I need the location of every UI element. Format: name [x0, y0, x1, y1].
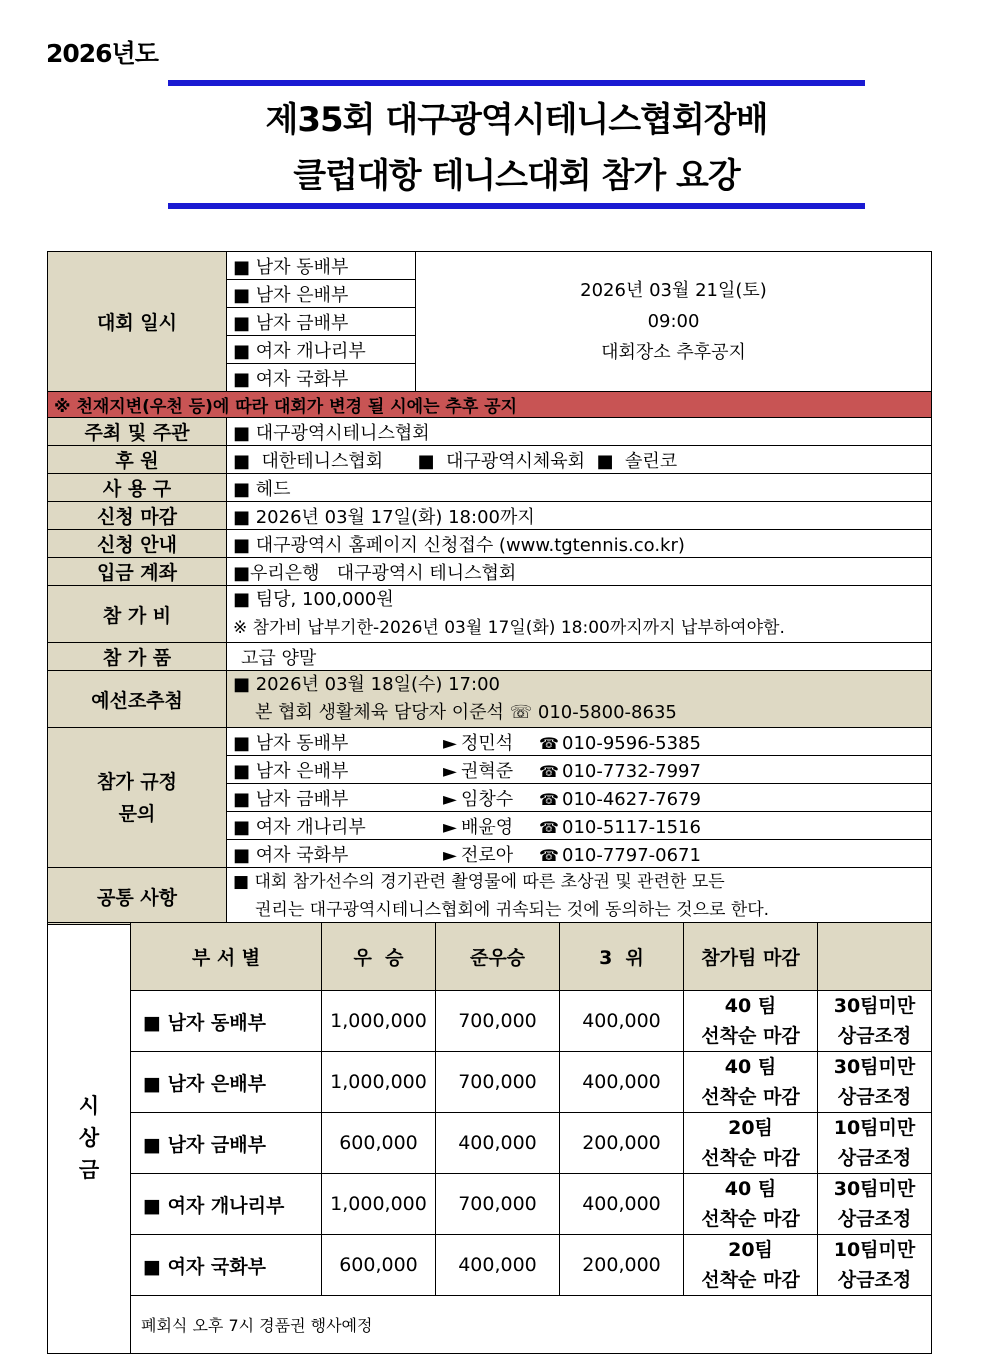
header-third: 3 위: [560, 923, 684, 991]
contact-row: [227, 812, 932, 840]
header-division: 부 서 별: [131, 923, 322, 991]
contact-name: 권혁준: [461, 760, 514, 782]
phone-icon: ☎: [539, 789, 559, 809]
fee-deadline-note: ※ 참가비 납부기한-2026년 03월 17일(화) 18:00까지까지 납부하여야함.: [233, 618, 785, 638]
apply-label: 신청 안내: [48, 530, 227, 558]
header-note: [818, 923, 932, 991]
prize-third: 200,000: [560, 1113, 684, 1174]
prize-note: [818, 1235, 932, 1296]
header-first: 우 승: [322, 923, 436, 991]
event-venue: 대회장소 추후공지: [601, 342, 746, 363]
division-item: ■ 남자 동배부: [227, 252, 416, 280]
prize-row: [48, 1113, 932, 1174]
prize-division: ■ 남자 은배부: [131, 1052, 322, 1113]
common-line-1: ■ 대회 참가선수의 경기관련 촬영물에 따른 초상권 및 관련한 모든: [233, 872, 725, 892]
arrow-icon: ►: [443, 844, 457, 866]
phone-icon: ☎: [539, 761, 559, 781]
contact-name: 배윤영: [461, 816, 514, 838]
contact-phone: 010-4627-7679: [562, 788, 701, 810]
deadline-value: ■ 2026년 03월 17일(화) 18:00까지: [227, 502, 932, 530]
contact-row: [227, 840, 932, 868]
contact-name: 정민석: [461, 732, 514, 754]
draw-datetime: ■ 2026년 03월 18일(수) 17:00: [233, 674, 500, 695]
contact-division: ■ 여자 개나리부: [233, 816, 366, 838]
prize-note: [818, 1113, 932, 1174]
prize-team-limit: [684, 1235, 818, 1296]
team-count: 20팀: [728, 1117, 773, 1139]
note-min: 10팀미만: [833, 1239, 916, 1261]
arrow-icon: ►: [443, 788, 457, 810]
title-line-1: 제35회 대구광역시테니스협회장배: [265, 100, 768, 140]
prize-division: ■ 여자 개나리부: [131, 1174, 322, 1235]
note-adjust: 상금조정: [837, 1025, 912, 1047]
deadline-label: 신청 마감: [48, 502, 227, 530]
prize-third: 400,000: [560, 1174, 684, 1235]
fee-amount: ■ 팀당, 100,000원: [233, 589, 394, 610]
title-top-rule: [168, 80, 865, 86]
note-adjust: 상금조정: [837, 1086, 912, 1108]
prize-team-limit: [684, 1174, 818, 1235]
team-count: 40 팀: [724, 1178, 777, 1200]
event-time: 09:00: [647, 311, 700, 332]
arrow-icon: ►: [443, 816, 457, 838]
common-label: 공통 사항: [48, 868, 227, 925]
title-line-2: 클럽대항 테니스대회 참가 요강: [293, 156, 740, 196]
prize-second: 700,000: [436, 991, 560, 1052]
team-first-come: 선착순 마감: [701, 1269, 800, 1291]
prize-note: [818, 1174, 932, 1235]
team-count: 20팀: [728, 1239, 773, 1261]
fee-cell: [227, 586, 932, 643]
prize-third: 200,000: [560, 1235, 684, 1296]
weather-notice: ※ 천재지변(우천 등)에 따라 대회가 변경 될 시에는 추후 공지: [48, 392, 932, 418]
note-min: 30팀미만: [833, 1056, 916, 1078]
prize-row: [48, 1174, 932, 1235]
draw-contact: 본 협회 생활체육 담당자 이준석 ☏ 010-5800-8635: [255, 702, 677, 723]
division-item: ■ 남자 금배부: [227, 308, 416, 336]
prize-division: ■ 남자 금배부: [131, 1113, 322, 1174]
info-table: [47, 251, 932, 925]
phone-icon: ☎: [539, 845, 559, 865]
header-team-limit: 참가팀 마감: [684, 923, 818, 991]
team-first-come: 선착순 마감: [701, 1025, 800, 1047]
prize-row: [48, 1052, 932, 1113]
arrow-icon: ►: [443, 760, 457, 782]
contact-row: [227, 756, 932, 784]
prize-first: 1,000,000: [322, 991, 436, 1052]
division-item: ■ 남자 은배부: [227, 280, 416, 308]
prize-third: 400,000: [560, 991, 684, 1052]
division-item: ■ 여자 개나리부: [227, 336, 416, 364]
team-first-come: 선착순 마감: [701, 1147, 800, 1169]
contact-division: ■ 남자 동배부: [233, 732, 349, 754]
contact-division: ■ 남자 은배부: [233, 760, 349, 782]
account-value: ■우리은행 대구광역시 테니스협회: [227, 558, 932, 586]
host-label: 주최 및 주관: [48, 418, 227, 446]
title-bottom-rule: [168, 203, 865, 209]
contact-division: ■ 남자 금배부: [233, 788, 349, 810]
note-min: 30팀미만: [833, 995, 916, 1017]
contact-name: 전로아: [461, 844, 514, 866]
contact-phone: 010-7732-7997: [562, 760, 701, 782]
note-adjust: 상금조정: [837, 1208, 912, 1230]
prize-row: [48, 1235, 932, 1296]
prize-side-char: 금: [78, 1158, 100, 1182]
contact-label-line2: 문의: [118, 802, 156, 825]
prize-side-char: 시: [78, 1094, 100, 1118]
prize-division: ■ 남자 동배부: [131, 991, 322, 1052]
common-line-2: 권리는 대구광역시테니스협회에 귀속되는 것에 동의하는 것으로 한다.: [255, 900, 770, 920]
contact-name: 임창수: [461, 788, 514, 810]
prize-side-char: 상: [78, 1126, 100, 1150]
team-count: 40 팀: [724, 995, 777, 1017]
contact-phone: 010-9596-5385: [562, 732, 701, 754]
ball-label: 사 용 구: [48, 474, 227, 502]
gift-value: 고급 양말: [227, 643, 932, 671]
prize-footer-note: 폐회식 오후 7시 경품권 행사예정: [131, 1296, 932, 1354]
host-value: ■ 대구광역시테니스협회: [227, 418, 932, 446]
header-second: 준우승: [436, 923, 560, 991]
contact-row: [227, 784, 932, 812]
contact-label-line1: 참가 규정: [96, 770, 178, 793]
contact-phone: 010-5117-1516: [562, 816, 701, 838]
team-first-come: 선착순 마감: [701, 1208, 800, 1230]
account-label: 입금 계좌: [48, 558, 227, 586]
prize-third: 400,000: [560, 1052, 684, 1113]
phone-icon: ☎: [539, 817, 559, 837]
date-label: 대회 일시: [48, 252, 227, 392]
year-label: 2026년도: [46, 39, 158, 68]
sponsor-label: 후 원: [48, 446, 227, 474]
note-adjust: 상금조정: [837, 1147, 912, 1169]
note-min: 30팀미만: [833, 1178, 916, 1200]
prize-second: 700,000: [436, 1052, 560, 1113]
common-cell: [227, 868, 932, 925]
prize-note: [818, 1052, 932, 1113]
prize-side-label: [48, 923, 131, 1354]
gift-label: 참 가 품: [48, 643, 227, 671]
prize-first: 1,000,000: [322, 1052, 436, 1113]
team-first-come: 선착순 마감: [701, 1086, 800, 1108]
sponsor-value: ■ 대한테니스협회 ■ 대구광역시체육회 ■ 솔린코: [227, 446, 932, 474]
arrow-icon: ►: [443, 732, 457, 754]
event-date: 2026년 03월 21일(토): [580, 280, 767, 301]
contact-division: ■ 여자 국화부: [233, 844, 349, 866]
prize-team-limit: [684, 1052, 818, 1113]
prize-team-limit: [684, 1113, 818, 1174]
contact-row: [227, 728, 932, 756]
prize-table: [47, 922, 932, 1354]
draw-label: 예선조추첨: [48, 671, 227, 728]
prize-second: 700,000: [436, 1174, 560, 1235]
phone-icon: ☎: [539, 733, 559, 753]
fee-label: 참 가 비: [48, 586, 227, 643]
prize-note: [818, 991, 932, 1052]
prize-second: 400,000: [436, 1235, 560, 1296]
division-item: ■ 여자 국화부: [227, 364, 416, 392]
team-count: 40 팀: [724, 1056, 777, 1078]
note-min: 10팀미만: [833, 1117, 916, 1139]
apply-value: ■ 대구광역시 홈페이지 신청접수 (www.tgtennis.co.kr): [227, 530, 932, 558]
ball-value: ■ 헤드: [227, 474, 932, 502]
prize-second: 400,000: [436, 1113, 560, 1174]
prize-first: 600,000: [322, 1235, 436, 1296]
prize-division: ■ 여자 국화부: [131, 1235, 322, 1296]
date-cell: [416, 252, 932, 392]
contact-phone: 010-7797-0671: [562, 844, 701, 866]
draw-cell: [227, 671, 932, 728]
prize-row: [48, 991, 932, 1052]
note-adjust: 상금조정: [837, 1269, 912, 1291]
prize-first: 1,000,000: [322, 1174, 436, 1235]
contact-label: [48, 728, 227, 868]
prize-first: 600,000: [322, 1113, 436, 1174]
prize-team-limit: [684, 991, 818, 1052]
